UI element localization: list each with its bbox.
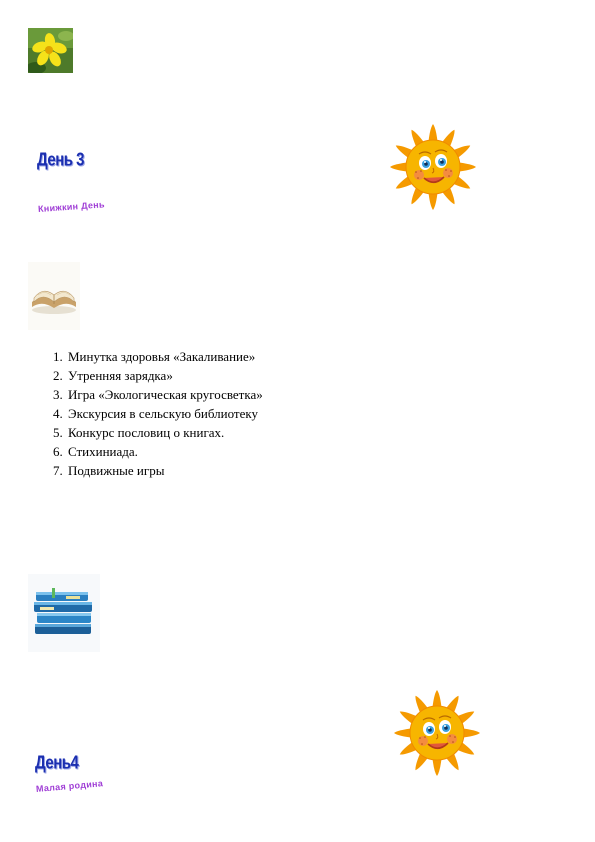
- day4-title: День4: [35, 752, 79, 774]
- sun-freckle: [454, 736, 456, 738]
- smiling-sun-icon: [388, 122, 478, 212]
- sun-freckle: [417, 177, 419, 179]
- list-item: 6. Стихиниада.: [66, 442, 263, 461]
- day3-title: День 3: [37, 149, 85, 171]
- yellow-flower-icon: [28, 28, 73, 73]
- book-stack-icon: [28, 574, 100, 652]
- sun-eye-shine: [440, 159, 442, 161]
- open-book-icon: [28, 262, 80, 330]
- day3-subtitle: Книжкин День: [37, 199, 106, 214]
- sun-freckle: [450, 170, 452, 172]
- book-stack-image: [28, 574, 100, 652]
- sun-cheek: [447, 734, 457, 744]
- sun-eye-shine: [428, 727, 430, 729]
- flower-photo: [28, 28, 73, 73]
- list-item: 2. Утренняя зарядка»: [66, 366, 263, 385]
- sun-eye-shine: [444, 725, 446, 727]
- activity-list: [44, 347, 263, 480]
- sun-freckle: [424, 736, 426, 738]
- day4-subtitle: Малая родина: [35, 778, 104, 794]
- list-item: 4. Экскурсия в сельскую библиотеку: [66, 404, 263, 423]
- list-item: 5. Конкурс пословиц о книгах.: [66, 423, 263, 442]
- sun-freckle: [445, 169, 447, 171]
- open-book-image: [28, 262, 80, 330]
- sun-freckle: [415, 171, 417, 173]
- sun-freckle: [452, 741, 454, 743]
- sun-freckle: [448, 175, 450, 177]
- list-item: 7. Подвижные игры: [66, 461, 263, 480]
- sun-cheek: [443, 168, 453, 178]
- sun-freckle: [420, 170, 422, 172]
- sun-illustration: [388, 122, 478, 212]
- smiling-sun-icon: [392, 688, 482, 778]
- list-item: 3. Игра «Экологическая кругосветка»: [66, 385, 263, 404]
- sun-freckle: [419, 737, 421, 739]
- sun-freckle: [421, 743, 423, 745]
- sun-freckle: [449, 735, 451, 737]
- list-item: 1. Минутка здоровья «Закаливание»: [66, 347, 263, 366]
- sun-eye-shine: [424, 161, 426, 163]
- sun-illustration: [392, 688, 482, 778]
